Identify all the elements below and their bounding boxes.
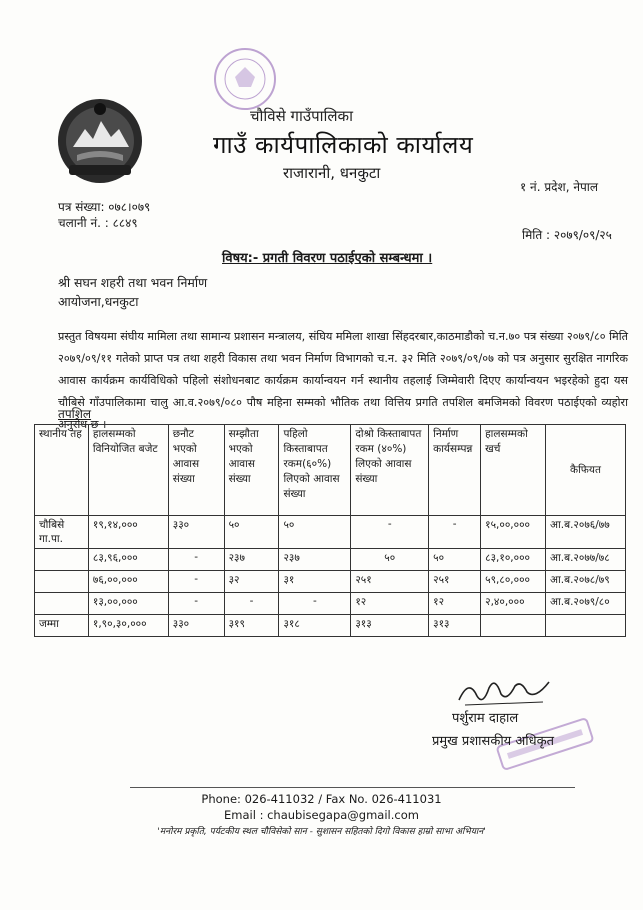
- office-seal-stamp: [205, 45, 285, 113]
- footer-motto: 'मनोरम प्रकृति, पर्यटकीय स्थल चौविसेको सान - सुशासन सहितको दिगो विकास हाम्रो साभा अभियान': [157, 827, 486, 837]
- table-cell: ३३०: [168, 615, 224, 637]
- table-cell: ३३०: [168, 516, 224, 549]
- table-cell: ७६,००,०००: [88, 571, 168, 593]
- table-cell: २३७: [224, 549, 279, 571]
- table-cell: आ.ब.२०७६/७७: [546, 516, 626, 549]
- signer-title: प्रमुख प्रशासकीय अधिकृत: [432, 734, 555, 749]
- office-location: राजारानी, धनकुटा: [283, 164, 381, 182]
- table-cell: ३१३: [429, 615, 481, 637]
- table-cell: १५,००,०००: [481, 516, 546, 549]
- col-header: निर्माण कार्यसम्पन्न: [429, 425, 481, 516]
- table-cell: [35, 549, 89, 571]
- table-cell: ५९,८०,०००: [481, 571, 546, 593]
- table-row: [35, 549, 626, 571]
- table-cell: ५०: [351, 549, 429, 571]
- reference-number: पत्र संख्या: ०७८।०७९: [58, 200, 151, 214]
- table-cell: -: [351, 516, 429, 549]
- table-cell: २३७: [279, 549, 351, 571]
- table-row: [35, 571, 626, 593]
- table-cell: ३१९: [224, 615, 279, 637]
- footer-divider: [130, 787, 575, 788]
- table-row: [35, 593, 626, 615]
- table-cell: आ.ब.२०७७/७८: [546, 549, 626, 571]
- col-header: कैफियत: [546, 425, 626, 516]
- col-header: छनौट भएको आवास संख्या: [168, 425, 224, 516]
- table-cell: १२: [429, 593, 481, 615]
- table-cell: -: [429, 516, 481, 549]
- table-cell: -: [168, 593, 224, 615]
- table-cell: १,९०,३०,०००: [88, 615, 168, 637]
- table-header-row: [35, 425, 626, 516]
- table-cell: [481, 615, 546, 637]
- table-cell: १३,००,०००: [88, 593, 168, 615]
- recipient-line-1: श्री सघन शहरी तथा भवन निर्माण: [58, 275, 208, 290]
- table-cell: -: [168, 571, 224, 593]
- table-cell: २५१: [351, 571, 429, 593]
- table-cell: आ.ब.२०७९/८०: [546, 593, 626, 615]
- table-cell: ३१३: [351, 615, 429, 637]
- footer-email: Email : chaubisegapa@gmail.com: [224, 808, 419, 822]
- org-name: चौविसे गाउँपालिका: [250, 107, 353, 125]
- col-header: दोश्रो किस्ताबापत रकम (४०%) लिएको आवास संख्या: [351, 425, 429, 516]
- schedule-label: तपशिल: [58, 407, 92, 421]
- table-cell: ५०: [224, 516, 279, 549]
- table-cell: ३१८: [279, 615, 351, 637]
- table-cell: १२: [351, 593, 429, 615]
- table-cell: २,४०,०००: [481, 593, 546, 615]
- letter-subject: विषय:- प्रगती विवरण पठाईएको सम्बन्धमा ।: [222, 251, 433, 266]
- table-cell: जम्मा: [35, 615, 89, 637]
- col-header: सम्झौता भएको आवास संख्या: [224, 425, 279, 516]
- office-title: गाउँ कार्यपालिकाको कार्यालय: [213, 131, 474, 159]
- province-label: १ नं. प्रदेश, नेपाल: [520, 180, 599, 194]
- table-row: [35, 516, 626, 549]
- table-cell: ३२: [224, 571, 279, 593]
- table-cell: आ.ब.२०७८/७९: [546, 571, 626, 593]
- table-cell: १९,१४,०००: [88, 516, 168, 549]
- table-cell: -: [168, 549, 224, 571]
- col-header: हालसम्मको विनियोजित बजेट: [88, 425, 168, 516]
- handwritten-signature: [455, 672, 555, 710]
- table-cell: ५०: [429, 549, 481, 571]
- table-cell: [546, 615, 626, 637]
- letter-date: मिति : २०७९/०९/२५: [522, 228, 612, 242]
- col-header: हालसम्मको खर्च: [481, 425, 546, 516]
- col-header: स्थानीय तह: [35, 425, 89, 516]
- table-cell: २५१: [429, 571, 481, 593]
- dispatch-number: चलानी नं. : ८८४९: [58, 216, 138, 230]
- col-header: पहिलो किस्ताबापत रकम(६०%) लिएको आवास संख्या: [279, 425, 351, 516]
- progress-table: [34, 424, 626, 637]
- table-cell: ८३,१०,०००: [481, 549, 546, 571]
- table-cell: [35, 571, 89, 593]
- signer-name: पर्शुराम दाहाल: [452, 711, 519, 726]
- table-cell: [35, 593, 89, 615]
- letter-body: प्रस्तुत विषयमा संघीय मामिला तथा सामान्य प्रशासन मन्त्रालय, संघिय ममिला शाखा सिंहदरबार,काठमाडौको च.न.७० पत्र संख्या २०७९/८० मिति २०७९/०९/११ गतेको प्राप्त पत्र तथा शहरी विकास तथा भवन निर्माण विभागको च.न. ३२ मिति २०७९/०९/०७ को पत्र अनुसार सुरक्षित नागरिक आवास कार्यक्रम कार्यविधिको पहिलो संशोधनबाट कार्यक्रम कार्यान्वयन गर्न स्थानीय तहलाई जिम्मेवारी दिए‌ए कार्यान्वयन भइरहेको हुदा यस चौबिसे गाँउपालिकामा चालु आ.व.२०७९/०८० पौष महिना सम्मको भौतिक तथा वित्तिय प्रगति तपशिल बमजिमको विवरण पठाईएको व्यहोरा अनुरोध छ ।: [58, 330, 628, 431]
- footer-phone: Phone: 026-411032 / Fax No. 026-411031: [201, 792, 442, 806]
- recipient-line-2: आयोजना,धनकुटा: [58, 294, 139, 309]
- table-cell: चौबिसे गा.पा.: [35, 516, 89, 549]
- table-cell: ५०: [279, 516, 351, 549]
- table-cell: -: [279, 593, 351, 615]
- nepal-emblem-icon: [55, 95, 145, 187]
- table-cell: ८३,९६,०००: [88, 549, 168, 571]
- table-total-row: [35, 615, 626, 637]
- table-cell: -: [224, 593, 279, 615]
- table-cell: ३१: [279, 571, 351, 593]
